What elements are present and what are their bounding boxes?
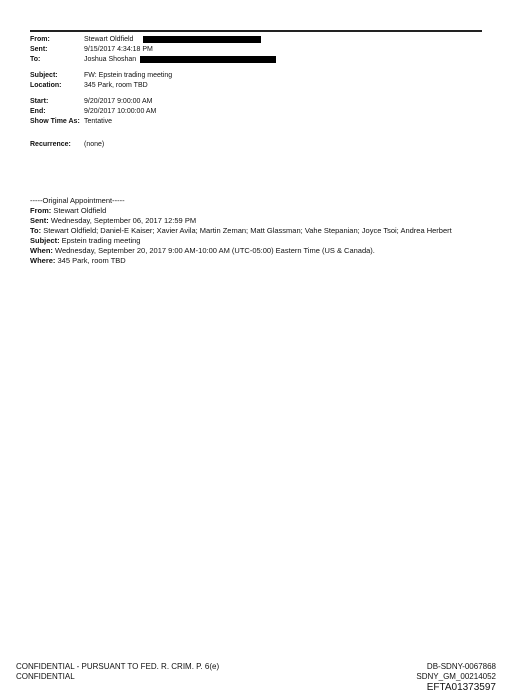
original-where — [30, 256, 485, 266]
from-label: From: — [30, 36, 50, 43]
header-top-rule — [30, 30, 482, 32]
location-value: 345 Park, room TBD — [84, 82, 148, 89]
show-time-value: Tentative — [84, 118, 113, 125]
footer-bates — [416, 662, 496, 694]
original-appointment — [30, 196, 485, 266]
original-sent-value: Wednesday, September 06, 2017 12:59 PM — [48, 216, 197, 225]
footer-confidential — [16, 662, 219, 682]
original-subject-value: Epstein trading meeting — [59, 236, 141, 245]
sent-label: Sent: — [30, 46, 48, 53]
show-time-label: Show Time As: — [30, 118, 80, 125]
redaction-block — [143, 36, 261, 43]
original-subject — [30, 236, 485, 246]
original-subject-label: Subject: — [30, 236, 60, 245]
end-label: End: — [30, 108, 46, 115]
original-sent — [30, 216, 485, 226]
location-label: Location: — [30, 82, 62, 89]
bates-number-2: SDNY_GM_00214052 — [416, 672, 496, 681]
original-where-value: 345 Park, room TBD — [55, 256, 126, 265]
original-from-label: From: — [30, 206, 52, 215]
recurrence-value: (none) — [84, 141, 105, 148]
recurrence-label: Recurrence: — [30, 141, 71, 148]
original-divider: -----Original Appointment----- — [30, 196, 125, 205]
confidential-line-1: CONFIDENTIAL - PURSUANT TO FED. R. CRIM. P. 6(e) — [16, 662, 220, 671]
original-to — [30, 226, 485, 236]
subject-label: Subject: — [30, 72, 58, 79]
original-to-value: Stewart Oldfield; Daniel-E Kaiser; Xavier Avila; Martin Zeman; Matt Glassman; Vahe Stepanian; Joyce Tsoi; Andrea Herbert — [41, 226, 452, 235]
subject-value: FW: Epstein trading meeting — [84, 72, 173, 79]
original-from — [30, 206, 485, 216]
original-sent-label: Sent: — [30, 216, 49, 225]
original-when — [30, 246, 485, 256]
original-to-label: To: — [30, 226, 42, 235]
efta-number: EFTA01373597 — [426, 682, 496, 693]
to-label: To: — [30, 56, 41, 63]
original-when-label: When: — [30, 246, 53, 255]
original-when-value: Wednesday, September 20, 2017 9:00 AM-10:00 AM (UTC-05:00) Eastern Time (US & Canada). — [52, 246, 375, 255]
start-value: 9/20/2017 9:00:00 AM — [84, 98, 153, 105]
from-value: Stewart Oldfield — [84, 36, 134, 43]
to-value: Joshua Shoshan — [84, 56, 137, 63]
start-label: Start: — [30, 98, 49, 105]
redaction-block — [140, 56, 276, 63]
confidential-line-2: CONFIDENTIAL — [16, 672, 75, 681]
end-value: 9/20/2017 10:00:00 AM — [84, 108, 157, 115]
bates-number-1: DB-SDNY-0067868 — [426, 662, 496, 671]
original-from-value: Stewart Oldfield — [51, 206, 107, 215]
original-where-label: Where: — [30, 256, 56, 265]
sent-value: 9/15/2017 4:34:18 PM — [84, 46, 153, 53]
